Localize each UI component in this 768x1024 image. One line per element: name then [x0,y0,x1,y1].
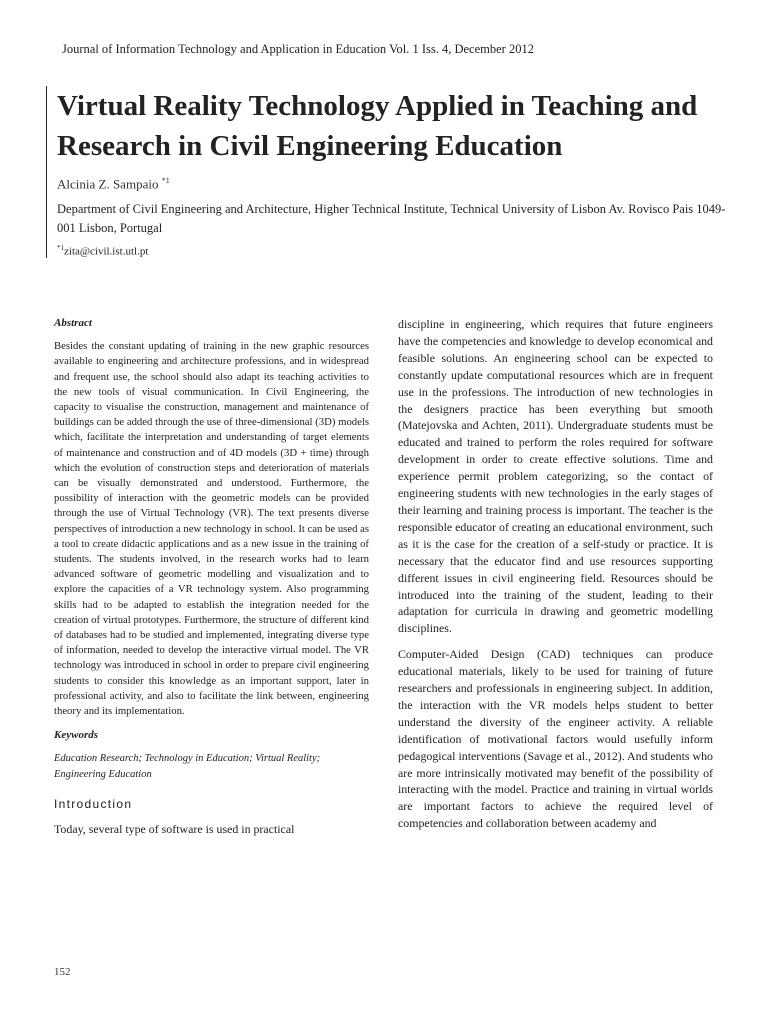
body-paragraph: Computer-Aided Design (CAD) techniques can produce educational materials, likely to be used for training of future researchers and professionals in engineering subject. In addition, the interaction with the VR models helps student to better understand the diversity of the engineer activity. A reliable identification of motivational factors would usefully inform pedagogical interventions (Savage et al., 2012). And students who are more intrinsically motivated may benefit of the possibility of interacting with the model. Practice and training in virtual worlds are important factors to achieve the required level of competencies and collaboration between academy and [398,647,713,831]
author-name: Alcinia Z. Sampaio [57,176,159,192]
introduction-text: Today, several type of software is used in practical [54,821,295,836]
abstract-heading: Abstract [54,317,92,329]
paper-title: Virtual Reality Technology Applied in Teaching and Research in Civil Engineering Education [57,90,698,162]
body-paragraph: discipline in engineering, which requires that future engineers have the competencies and knowledge to develop economical and feasible solutions. An engineering school can be expected to constantly update computational resources which are in frequent use in the professions. The introduction of new technologies in the designers practice has been everything but smooth (Matejovska and Achten, 2011). Undergraduate students must be educated and trained to perform the roles required for software development in order to create effective solutions. Time and experience permit problem categorizing, so the contact of engineering students with new technologies in the early stages of their learning and training process is important. The teacher is the responsible educator of creating an educational environment, such as it is the case for the creation of a self-study or practice. It is necessary that the educator find and use resources supporting different issues in civil engineering field. Resources should be introduced into the training of the student, leading to their adaptation for curricula in drawing and geometric modelling disciplines. [398,317,713,636]
author-affiliation: Department of Civil Engineering and Architecture, Higher Technical Institute, Technical University of Lisbon Av. Rovisco Pais 1049-001 Lisbon, Portugal [57,202,726,236]
author-email: zita@civil.ist.utl.pt [64,245,149,258]
journal-header: Journal of Information Technology and Application in Education Vol. 1 Iss. 4, December 2012 [62,42,534,56]
keywords-text: Education Research; Technology in Education; Virtual Reality; Engineering Education [54,753,321,781]
page-number: 152 [54,966,71,978]
author-line [57,176,737,192]
introduction-heading: Introduction [54,797,133,812]
abstract-text: Besides the constant updating of training in the new graphic resources available to engineering and architecture professions, and in widespread and frequent use, the school should also adapt its teaching activities to the new tools of visual communication. In Civil Engineering, the capacity to visualise the construction, management and maintenance of buildings can be added through the use of three-dimensional (3D) models which, facilitate the interpretation and understanding of target elements of maintenance and construction and of 4D models (3D + time) through which the evolution of construction steps and deterioration of materials can be visually demonstrated and understood. Furthermore, the possibility of interaction with the geometric models can be provided through the use of Virtual Technology (VR). The text presents diverse perspectives of introduction a new technology in school. It can be used as a tool to create didactic applications and as a new issue in the training of students. The students involved, in the research works had to learn advanced software of geometric modelling and visualization and to explore the capacities of a VR technology system. Also programming skills had to be adapted to establish the integration needed for the creation of virtual prototypes. Furthermore, the structure of different kind of databases had to be studied and implemented, integrating diverse type of information, needed to develop the interactive virtual model. The VR technology was introduced in school in order to prepare civil engineering students to consider this knowledge as an important support, later in professional activity, and also to facilitate the link between, engineering theory and its implementation. [54,340,369,718]
email-superscript: *1 [57,244,64,253]
title-block [46,86,737,258]
keywords-heading: Keywords [54,729,98,742]
left-column [54,316,369,838]
author-superscript: *1 [161,176,170,185]
author-email-line [57,244,737,258]
right-column [398,316,713,832]
